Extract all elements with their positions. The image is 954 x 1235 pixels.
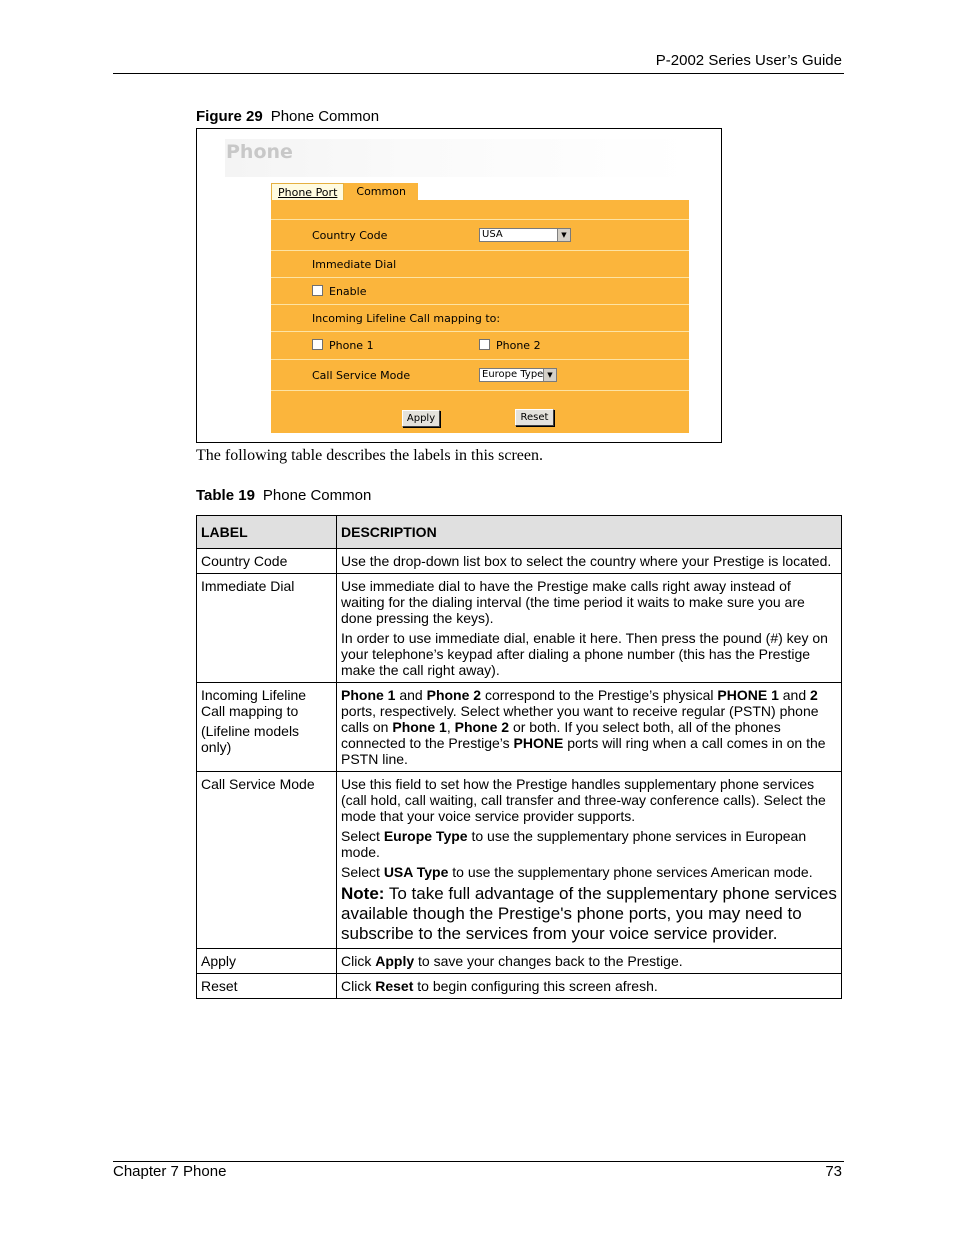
phone1-checkbox[interactable] xyxy=(312,339,323,350)
phone2-label: Phone 2 xyxy=(496,339,541,352)
row-label-cell xyxy=(197,574,337,683)
immediate-dial-label: Immediate Dial xyxy=(312,258,397,271)
panel-title: Phone xyxy=(225,139,691,177)
footer-page-number: 73 xyxy=(825,1163,842,1180)
row-description: Use this field to set how the Prestige handles supplementary phone services (call hold, call waiting, call transfer and three-way conference calls). Select the mode that your voice service provider supports. xyxy=(341,776,826,824)
row-description: Click Reset to begin configuring this screen afresh. xyxy=(341,978,658,994)
table-row xyxy=(197,772,842,949)
header-rule xyxy=(113,73,844,74)
footer-rule xyxy=(113,1161,844,1162)
row-label: Call Service Mode xyxy=(201,776,315,792)
phone1-label: Phone 1 xyxy=(329,339,374,352)
table-header-row xyxy=(197,516,842,549)
row-description: In order to use immediate dial, enable it here. Then press the pound (#) key on your telephone’s keypad after dialing a phone number (this has the Prestige make the call right away). xyxy=(341,630,828,678)
lifeline-label: Incoming Lifeline Call mapping to: xyxy=(312,312,501,325)
row-label-cell xyxy=(197,974,337,999)
figure-screenshot xyxy=(196,128,722,443)
row-description: Use immediate dial to have the Prestige make calls right away instead of waiting for the dialing interval (the time period it waits to make sure you are done pressing the keys). xyxy=(341,578,805,626)
enable-option[interactable] xyxy=(312,285,366,298)
figure-caption xyxy=(196,108,379,125)
enable-row xyxy=(271,278,689,305)
row-description-cell xyxy=(337,549,842,574)
country-code-row xyxy=(271,220,689,251)
row-description-cell xyxy=(337,949,842,974)
table-row xyxy=(197,974,842,999)
row-description-cell xyxy=(337,683,842,772)
enable-label: Enable xyxy=(329,285,367,298)
enable-checkbox[interactable] xyxy=(312,285,323,296)
call-service-row xyxy=(271,360,689,391)
lifeline-row xyxy=(271,305,689,332)
phone2-checkbox[interactable] xyxy=(479,339,490,350)
row-description-cell xyxy=(337,974,842,999)
row-description: Click Apply to save your changes back to the Prestige. xyxy=(341,953,683,969)
figure-title: Phone Common xyxy=(270,108,380,125)
column-header-label: LABEL xyxy=(197,516,337,549)
panel-spacer-row xyxy=(271,200,689,220)
country-code-value: USA xyxy=(482,229,503,240)
footer-chapter: Chapter 7 Phone xyxy=(113,1163,227,1180)
chevron-down-icon: ▼ xyxy=(557,229,570,241)
row-description: Phone 1 and Phone 2 correspond to the Prestige’s physical PHONE 1 and 2 ports, respectively. Select whether you want to receive regular (PSTN) phone calls on Phone 1, Phone 2 or both. If you select both, all of the phones connected to the Prestige’s PHONE ports will ring when a call comes in on the PSTN line. xyxy=(341,687,826,767)
country-code-select[interactable] xyxy=(479,228,571,242)
country-code-label: Country Code xyxy=(312,229,388,242)
row-label: Reset xyxy=(201,978,238,994)
table-row xyxy=(197,683,842,772)
table-caption xyxy=(196,487,371,504)
call-service-value: Europe Type xyxy=(482,369,544,380)
table-label: Table 19 xyxy=(196,487,255,504)
tab-bar xyxy=(271,183,418,200)
row-note: Note: To take full advantage of the supplementary phone services available though the Prestige's phone ports, you may need to subscribe to the services from your voice service provider. xyxy=(341,884,837,943)
immediate-dial-row xyxy=(271,251,689,278)
row-label-cell xyxy=(197,949,337,974)
row-label-cell xyxy=(197,683,337,772)
reset-button[interactable]: Reset xyxy=(515,409,554,426)
phone1-option[interactable] xyxy=(312,339,374,352)
row-description: Use the drop-down list box to select the country where your Prestige is located. xyxy=(341,553,832,569)
settings-panel xyxy=(271,200,689,433)
row-label: (Lifeline models only) xyxy=(201,723,300,755)
description-table xyxy=(196,515,842,999)
table-title: Phone Common xyxy=(262,487,372,504)
row-label: Immediate Dial xyxy=(201,578,295,594)
intro-text: The following table describes the labels in this screen. xyxy=(196,447,544,464)
column-header-description: DESCRIPTION xyxy=(337,516,842,549)
table-row xyxy=(197,549,842,574)
tab-phone-port[interactable]: Phone Port xyxy=(271,183,344,201)
row-label-cell xyxy=(197,549,337,574)
table-row xyxy=(197,574,842,683)
apply-button[interactable]: Apply xyxy=(402,410,440,427)
call-service-select[interactable] xyxy=(479,368,557,382)
row-label-cell xyxy=(197,772,337,949)
row-description-cell xyxy=(337,574,842,683)
row-label: Country Code xyxy=(201,553,288,569)
tab-common[interactable]: Common xyxy=(344,183,418,200)
header-title: P-2002 Series User’s Guide xyxy=(655,52,842,69)
call-service-label: Call Service Mode xyxy=(312,369,411,382)
phone-mapping-row xyxy=(271,332,689,360)
phone2-option[interactable] xyxy=(479,339,541,352)
row-description: Select USA Type to use the supplementary phone services American mode. xyxy=(341,864,813,880)
table-row xyxy=(197,949,842,974)
row-label: Apply xyxy=(201,953,237,969)
chevron-down-icon: ▼ xyxy=(543,369,556,381)
figure-label: Figure 29 xyxy=(196,108,263,125)
table-body xyxy=(197,549,842,999)
row-description-cell xyxy=(337,772,842,949)
row-description: Select Europe Type to use the supplementary phone services in European mode. xyxy=(341,828,807,860)
row-label: Incoming Lifeline Call mapping to xyxy=(201,687,307,719)
